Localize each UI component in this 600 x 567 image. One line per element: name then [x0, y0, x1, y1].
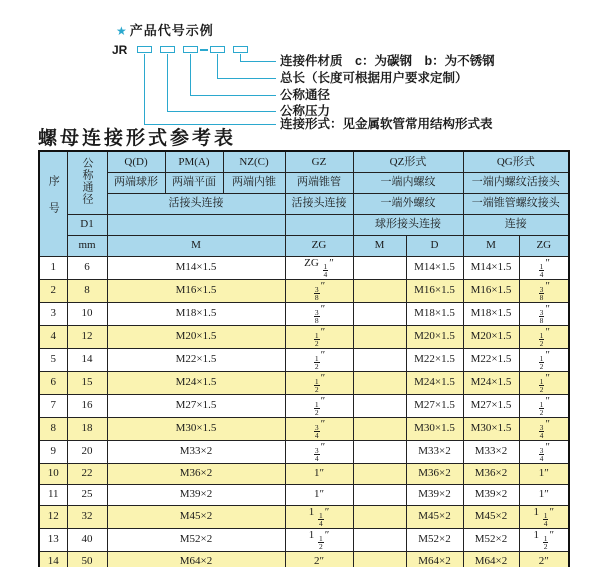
cell-gz-zg: 1 $\frac{1}{4}$ ″ [285, 505, 353, 528]
cell-gz-zg: ZG $\frac{1}{4}$ ″ [285, 256, 353, 279]
cell-serial: 4 [39, 325, 67, 348]
cell-thread-m: M24×1.5 [107, 371, 285, 394]
cell-qg-m: M36×2 [463, 463, 519, 484]
cell-qg-zg: $\frac{1}{2}$ ″ [519, 325, 569, 348]
cell-gz-zg: $\frac{3}{8}$ ″ [285, 279, 353, 302]
cell-gz-zg: 1 $\frac{1}{2}$ ″ [285, 528, 353, 551]
cell-gz-zg: $\frac{3}{8}$ ″ [285, 302, 353, 325]
cell-serial: 8 [39, 417, 67, 440]
header-unit-qz-m: M [353, 235, 406, 256]
cell-serial: 14 [39, 551, 67, 567]
cell-serial: 10 [39, 463, 67, 484]
header-q-code: Q(D) [107, 151, 165, 172]
cell-dn-mm: 10 [67, 302, 107, 325]
cell-serial: 1 [39, 256, 67, 279]
code-box-nominal-diameter [183, 46, 198, 53]
header-unit-qg-zg: ZG [519, 235, 569, 256]
header-empty-cell [107, 214, 285, 235]
cell-qz-m [353, 417, 406, 440]
cell-qg-m: M20×1.5 [463, 325, 519, 348]
cell-qz-d: M36×2 [406, 463, 463, 484]
code-dash [200, 49, 208, 51]
cell-qg-m: M27×1.5 [463, 394, 519, 417]
cell-qg-m: M64×2 [463, 551, 519, 567]
table-row [39, 463, 569, 484]
table-row [39, 528, 569, 551]
label-total-length: 总长（长度可根据用户要求定制） [280, 71, 468, 85]
cell-dn-mm: 6 [67, 256, 107, 279]
cell-qg-zg: 1″ [519, 484, 569, 505]
header-qg-code: QG形式 [463, 151, 569, 172]
cell-qg-zg: $\frac{3}{8}$ ″ [519, 302, 569, 325]
header-gz-union: 活接头连接 [285, 193, 353, 214]
cell-qz-d: M30×1.5 [406, 417, 463, 440]
connector-line [144, 54, 145, 124]
label-nominal-diameter: 公称通径 [280, 88, 331, 102]
cell-qg-m: M16×1.5 [463, 279, 519, 302]
header-unit-mm: mm [67, 235, 107, 256]
code-box-connection-form [137, 46, 152, 53]
cell-qg-m: M33×2 [463, 440, 519, 463]
cell-qz-d: M45×2 [406, 505, 463, 528]
cell-qz-m [353, 528, 406, 551]
table-row [39, 256, 569, 279]
cell-gz-zg: $\frac{1}{2}$ ″ [285, 325, 353, 348]
table-row [39, 440, 569, 463]
cell-gz-zg: 1″ [285, 484, 353, 505]
cell-qz-m [353, 551, 406, 567]
cell-gz-zg: $\frac{3}{4}$ ″ [285, 440, 353, 463]
cell-gz-zg: $\frac{3}{4}$ ″ [285, 417, 353, 440]
cell-qg-zg: $\frac{3}{4}$ ″ [519, 417, 569, 440]
cell-qz-d: M14×1.5 [406, 256, 463, 279]
cell-qz-d: M24×1.5 [406, 371, 463, 394]
header-empty-cell [285, 214, 353, 235]
cell-thread-m: M18×1.5 [107, 302, 285, 325]
diagram-title-text: 产品代号示例 [129, 23, 214, 38]
table-row [39, 348, 569, 371]
connector-line [190, 54, 191, 95]
cell-qz-d: M39×2 [406, 484, 463, 505]
cell-qg-zg: 1 $\frac{1}{2}$ ″ [519, 528, 569, 551]
cell-qz-m [353, 302, 406, 325]
table-row [39, 484, 569, 505]
cell-qz-m [353, 348, 406, 371]
cell-qg-m: M39×2 [463, 484, 519, 505]
connector-line [167, 54, 168, 111]
cell-qz-m [353, 440, 406, 463]
cell-thread-m: M45×2 [107, 505, 285, 528]
code-box-material [233, 46, 248, 53]
cell-qg-m: M18×1.5 [463, 302, 519, 325]
header-nz-desc: 两端内锥 [223, 172, 285, 193]
table-row [39, 417, 569, 440]
header-unit-qz-d: D [406, 235, 463, 256]
cell-dn-mm: 32 [67, 505, 107, 528]
cell-qg-zg: $\frac{1}{2}$ ″ [519, 394, 569, 417]
cell-qg-m: M52×2 [463, 528, 519, 551]
cell-serial: 3 [39, 302, 67, 325]
cell-thread-m: M36×2 [107, 463, 285, 484]
cell-serial: 5 [39, 348, 67, 371]
cell-qg-m: M30×1.5 [463, 417, 519, 440]
table-row [39, 371, 569, 394]
cell-thread-m: M39×2 [107, 484, 285, 505]
cell-qz-m [353, 371, 406, 394]
cell-gz-zg: $\frac{1}{2}$ ″ [285, 348, 353, 371]
cell-thread-m: M20×1.5 [107, 325, 285, 348]
cell-dn-mm: 50 [67, 551, 107, 567]
cell-qz-m [353, 256, 406, 279]
cell-qz-m [353, 279, 406, 302]
code-box-total-length [210, 46, 225, 53]
table-row [39, 551, 569, 567]
code-box-nominal-pressure [160, 46, 175, 53]
header-pm-desc: 两端平面 [165, 172, 223, 193]
header-q-desc: 两端球形 [107, 172, 165, 193]
connector-line [240, 54, 241, 61]
header-unit-m: M [107, 235, 285, 256]
label-nominal-pressure: 公称压力 [280, 104, 331, 118]
cell-thread-m: M27×1.5 [107, 394, 285, 417]
cell-qz-d: M33×2 [406, 440, 463, 463]
cell-qz-d: M22×1.5 [406, 348, 463, 371]
connector-line [190, 95, 276, 96]
table-row [39, 394, 569, 417]
cell-dn-mm: 40 [67, 528, 107, 551]
table-title: 螺母连接形式参考表 [38, 128, 237, 149]
header-nominal-diameter: 公称通径 [67, 151, 107, 214]
cell-qz-d: M27×1.5 [406, 394, 463, 417]
cell-qz-d: M52×2 [406, 528, 463, 551]
cell-qg-m: M45×2 [463, 505, 519, 528]
star-icon: ★ [116, 24, 128, 38]
header-serial: 序号 [39, 151, 67, 256]
header-qg-taper-joint: 一端锥管螺纹接头 [463, 193, 569, 214]
cell-qg-zg: $\frac{1}{2}$ ″ [519, 348, 569, 371]
cell-gz-zg: 2″ [285, 551, 353, 567]
cell-dn-mm: 16 [67, 394, 107, 417]
table-row [39, 325, 569, 348]
cell-dn-mm: 12 [67, 325, 107, 348]
header-unit-zg: ZG [285, 235, 353, 256]
header-gz-code: GZ [285, 151, 353, 172]
header-qz-ball-joint: 球形接头连接 [353, 214, 463, 235]
cell-serial: 7 [39, 394, 67, 417]
cell-qg-zg: $\frac{3}{4}$ ″ [519, 440, 569, 463]
cell-gz-zg: $\frac{1}{2}$ ″ [285, 371, 353, 394]
cell-qg-zg: 2″ [519, 551, 569, 567]
cell-gz-zg: $\frac{1}{2}$ ″ [285, 394, 353, 417]
cell-dn-mm: 25 [67, 484, 107, 505]
header-qz-desc: 一端内螺纹 [353, 172, 463, 193]
code-prefix: JR [112, 43, 128, 57]
header-unit-qg-m: M [463, 235, 519, 256]
cell-serial: 9 [39, 440, 67, 463]
header-union-connection: 活接头连接 [107, 193, 285, 214]
cell-qz-m [353, 394, 406, 417]
label-material: 连接件材质 c：为碳钢 b：为不锈钢 [280, 54, 495, 68]
cell-dn-mm: 18 [67, 417, 107, 440]
connector-line [167, 111, 276, 112]
connector-line [240, 61, 276, 62]
cell-dn-mm: 15 [67, 371, 107, 394]
cell-dn-mm: 14 [67, 348, 107, 371]
diagram-title [116, 20, 214, 39]
header-nz-code: NZ(C) [223, 151, 285, 172]
header-d1: D1 [67, 214, 107, 235]
cell-thread-m: M14×1.5 [107, 256, 285, 279]
cell-dn-mm: 22 [67, 463, 107, 484]
cell-qg-zg: $\frac{3}{8}$ ″ [519, 279, 569, 302]
cell-thread-m: M16×1.5 [107, 279, 285, 302]
header-qg-connection: 连接 [463, 214, 569, 235]
cell-qz-d: M20×1.5 [406, 325, 463, 348]
cell-thread-m: M64×2 [107, 551, 285, 567]
table-header [39, 151, 569, 256]
cell-qg-zg: $\frac{1}{4}$ ″ [519, 256, 569, 279]
cell-thread-m: M22×1.5 [107, 348, 285, 371]
cell-qz-d: M16×1.5 [406, 279, 463, 302]
label-connection-form: 连接形式：见金属软管常用结构形式表 [280, 117, 493, 131]
cell-qz-m [353, 463, 406, 484]
cell-gz-zg: 1″ [285, 463, 353, 484]
cell-serial: 6 [39, 371, 67, 394]
cell-qg-m: M14×1.5 [463, 256, 519, 279]
connector-line [217, 54, 218, 78]
cell-serial: 2 [39, 279, 67, 302]
header-pm-code: PM(A) [165, 151, 223, 172]
cell-qg-zg: $\frac{1}{2}$ ″ [519, 371, 569, 394]
cell-qz-m [353, 505, 406, 528]
cell-qz-d: M18×1.5 [406, 302, 463, 325]
cell-qg-m: M24×1.5 [463, 371, 519, 394]
cell-qg-zg: 1 $\frac{1}{4}$ ″ [519, 505, 569, 528]
cell-serial: 11 [39, 484, 67, 505]
header-qz-external-thread: 一端外螺纹 [353, 193, 463, 214]
table-row [39, 279, 569, 302]
cell-serial: 13 [39, 528, 67, 551]
cell-qg-m: M22×1.5 [463, 348, 519, 371]
cell-serial: 12 [39, 505, 67, 528]
cell-thread-m: M30×1.5 [107, 417, 285, 440]
header-qg-desc: 一端内螺纹活接头 [463, 172, 569, 193]
cell-qz-m [353, 325, 406, 348]
table-row [39, 505, 569, 528]
cell-qg-zg: 1″ [519, 463, 569, 484]
cell-qz-d: M64×2 [406, 551, 463, 567]
cell-dn-mm: 20 [67, 440, 107, 463]
header-qz-code: QZ形式 [353, 151, 463, 172]
cell-thread-m: M52×2 [107, 528, 285, 551]
nut-connection-reference-table [38, 150, 570, 567]
connector-line [217, 78, 276, 79]
cell-qz-m [353, 484, 406, 505]
table-row [39, 302, 569, 325]
header-gz-desc: 两端锥管 [285, 172, 353, 193]
cell-thread-m: M33×2 [107, 440, 285, 463]
table-body [39, 256, 569, 567]
cell-dn-mm: 8 [67, 279, 107, 302]
